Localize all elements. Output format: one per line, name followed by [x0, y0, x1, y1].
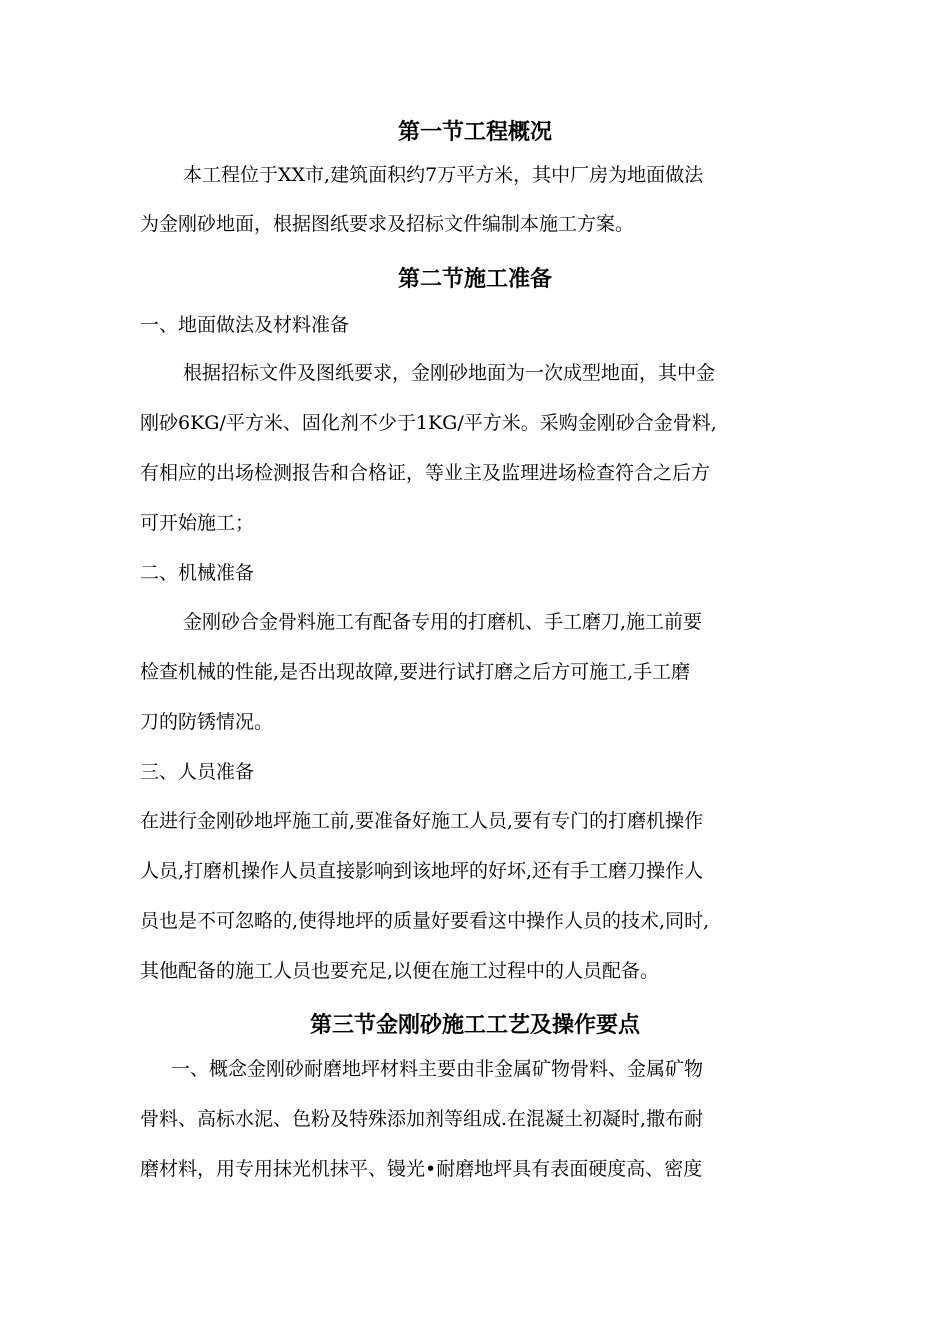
- subsection-title-materials: 一、地面做法及材料准备: [140, 314, 350, 336]
- materials-line-4: 可开始施工；: [140, 512, 255, 534]
- materials-line-1: 根据招标文件及图纸要求，金刚砂地面为一次成型地面，其中金: [183, 362, 716, 384]
- section3-line-2: 骨料、高标水泥、色粉及特殊添加剂等组成.在混凝土初凝时,撒布耐: [140, 1108, 704, 1130]
- machinery-line-1: 金刚砂合金骨料施工有配备专用的打磨机、手工磨刀,施工前要: [183, 611, 703, 633]
- materials-line-3: 有相应的出场检测报告和合格证，等业主及监理进场检查符合之后方: [140, 462, 711, 484]
- personnel-line-3: 员也是不可忽略的,使得地坪的质量好要看这中操作人员的技术,同时,: [140, 910, 710, 932]
- personnel-line-2: 人员,打磨机操作人员直接影响到该地坪的好坏,还有手工磨刀操作人: [140, 860, 704, 882]
- section1-line-2: 为金刚砂地面，根据图纸要求及招标文件编制本施工方案。: [140, 213, 635, 235]
- subsection-title-personnel: 三、人员准备: [140, 761, 255, 783]
- section3-line-3: 磨材料，用专用抹光机抹平、镘光•耐磨地坪具有表面硬度高、密度: [140, 1158, 703, 1180]
- machinery-line-2: 检查机械的性能,是否出现故障,要进行试打磨之后方可施工,手工磨: [140, 661, 691, 683]
- subsection-title-machinery: 二、机械准备: [140, 562, 255, 584]
- section3-heading: 第三节金刚砂施工工艺及操作要点: [309, 1013, 640, 1038]
- machinery-line-3: 刀的防锈情况。: [140, 711, 274, 733]
- personnel-line-4: 其他配备的施工人员也要充足,以便在施工过程中的人员配备。: [140, 960, 660, 982]
- materials-line-2: 刚砂6KG/平方米、固化剂不少于1KG/平方米。采购金刚砂合金骨料,: [140, 412, 717, 434]
- section3-line-1: 一、概念金刚砂耐磨地坪材料主要由非金属矿物骨料、金属矿物: [171, 1058, 704, 1080]
- section1-heading: 第一节工程概况: [397, 120, 552, 145]
- personnel-line-1: 在进行金刚砂地坪施工前,要准备好施工人员,要有专门的打磨机操作: [140, 810, 704, 832]
- section2-heading: 第二节施工准备: [397, 267, 552, 292]
- section1-line-1: 本工程位于XX市,建筑面积约7万平方米，其中厂房为地面做法: [183, 164, 704, 186]
